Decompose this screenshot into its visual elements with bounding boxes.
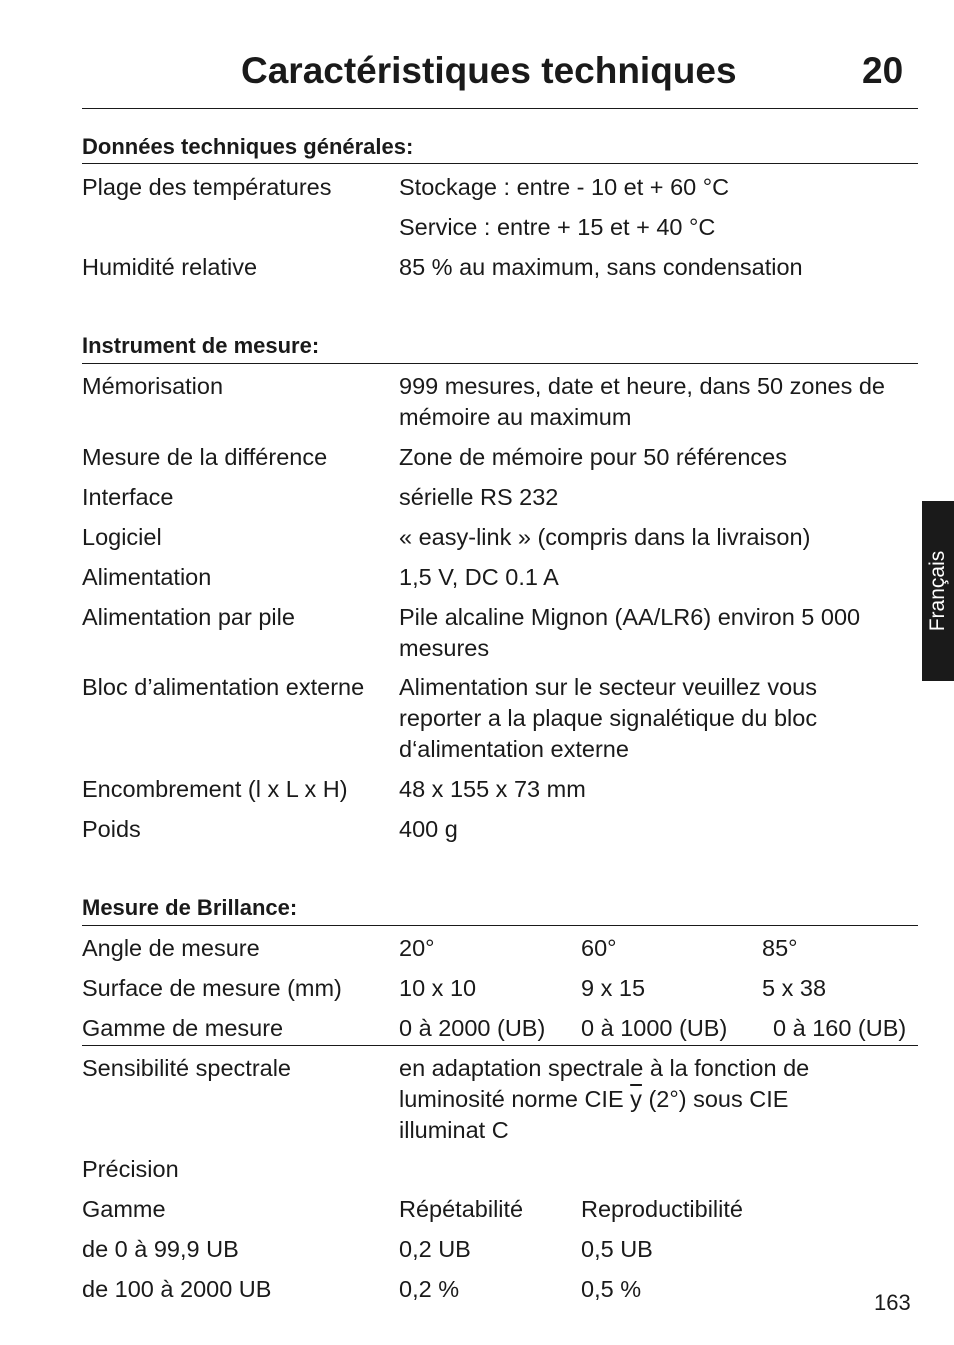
- spectral-text: en adaptation spectrale à la fonction de luminosité norme CIE: [399, 1055, 810, 1112]
- table-cell: 9 x 15: [581, 975, 646, 1001]
- page-number: 163: [874, 1290, 911, 1315]
- section-heading-gloss: Mesure de Brillance:: [82, 895, 298, 920]
- spec-label: Humidité relative: [82, 254, 258, 280]
- table-cell: 0 à 2000 (UB): [399, 1015, 546, 1041]
- table-cell: 0,2 UB: [399, 1236, 471, 1262]
- table-divider: [82, 1045, 918, 1046]
- spec-value: 85 % au maximum, sans condensation: [399, 254, 803, 280]
- language-tab-label: Français: [926, 550, 949, 632]
- spec-label: Interface: [82, 484, 174, 510]
- precision-label: Précision: [82, 1156, 179, 1182]
- section-divider: [82, 925, 918, 926]
- table-cell: 0,5 %: [581, 1276, 642, 1302]
- page-title: Caractéristiques techniques: [241, 50, 737, 91]
- spectral-text: (2°) sous CIE illuminat C: [399, 1086, 789, 1143]
- section-divider: [82, 163, 918, 164]
- spec-label: Encombrement (l x L x H): [82, 776, 348, 802]
- spec-label: Plage des températures: [82, 174, 332, 200]
- spec-label: Logiciel: [82, 524, 162, 550]
- spec-label: Sensibilité spectrale: [82, 1055, 291, 1081]
- spec-label: Mesure de la différence: [82, 444, 328, 470]
- spec-value: 48 x 155 x 73 mm: [399, 776, 586, 802]
- table-cell: Répétabilité: [399, 1196, 524, 1222]
- spec-label: Alimentation par pile: [82, 604, 295, 630]
- spec-label: Bloc d’alimentation externe: [82, 674, 365, 700]
- section-heading-instrument: Instrument de mesure:: [82, 333, 320, 358]
- spec-value-spectral: [399, 1053, 869, 1146]
- spec-label: Poids: [82, 816, 141, 842]
- spec-value: Service : entre + 15 et + 40 °C: [399, 214, 716, 240]
- table-cell: 60°: [581, 935, 617, 961]
- spec-label: Mémorisation: [82, 373, 224, 399]
- spec-label: Alimentation: [82, 564, 212, 590]
- spec-value: 999 mesures, date et heure, dans 50 zones de mémoire au maximum: [399, 373, 885, 430]
- table-cell: 0 à 1000 (UB): [581, 1015, 728, 1041]
- table-cell: Reproductibilité: [581, 1196, 743, 1222]
- spec-value: Alimentation sur le secteur veuillez vous reporter a la plaque signalétique du bloc d‘alimentation externe: [399, 674, 818, 762]
- table-cell: 10 x 10: [399, 975, 477, 1001]
- spec-value: Zone de mémoire pour 50 références: [399, 444, 787, 470]
- title-divider: [82, 108, 918, 109]
- table-row-label: de 100 à 2000 UB: [82, 1276, 272, 1302]
- y-bar-symbol: $\overline{y}$: [630, 1086, 642, 1112]
- table-row-label: Surface de mesure (mm): [82, 975, 342, 1001]
- table-cell: 0,5 UB: [581, 1236, 653, 1262]
- table-row-label: de 0 à 99,9 UB: [82, 1236, 239, 1262]
- table-row-label: Angle de mesure: [82, 935, 260, 961]
- table-cell: 20°: [399, 935, 435, 961]
- spec-value: Pile alcaline Mignon (AA/LR6) environ 5 000 mesures: [399, 604, 861, 661]
- table-cell: 85°: [762, 935, 798, 961]
- section-heading-general: Données techniques générales:: [82, 134, 414, 159]
- table-cell: 5 x 38: [762, 975, 827, 1001]
- table-row-label: Gamme de mesure: [82, 1015, 284, 1041]
- chapter-number: 20: [862, 50, 904, 91]
- spec-value: « easy-link » (compris dans la livraison): [399, 524, 811, 550]
- spec-value: Stockage : entre - 10 et + 60 °C: [399, 174, 730, 200]
- spec-value: 400 g: [399, 816, 458, 842]
- spec-value: sérielle RS 232: [399, 484, 559, 510]
- section-divider: [82, 363, 918, 364]
- table-cell: 0,2 %: [399, 1276, 460, 1302]
- spec-value: 1,5 V, DC 0.1 A: [399, 564, 559, 590]
- language-tab: [922, 501, 954, 681]
- table-row-label: Gamme: [82, 1196, 166, 1222]
- table-cell: 0 à 160 (UB): [773, 1015, 907, 1041]
